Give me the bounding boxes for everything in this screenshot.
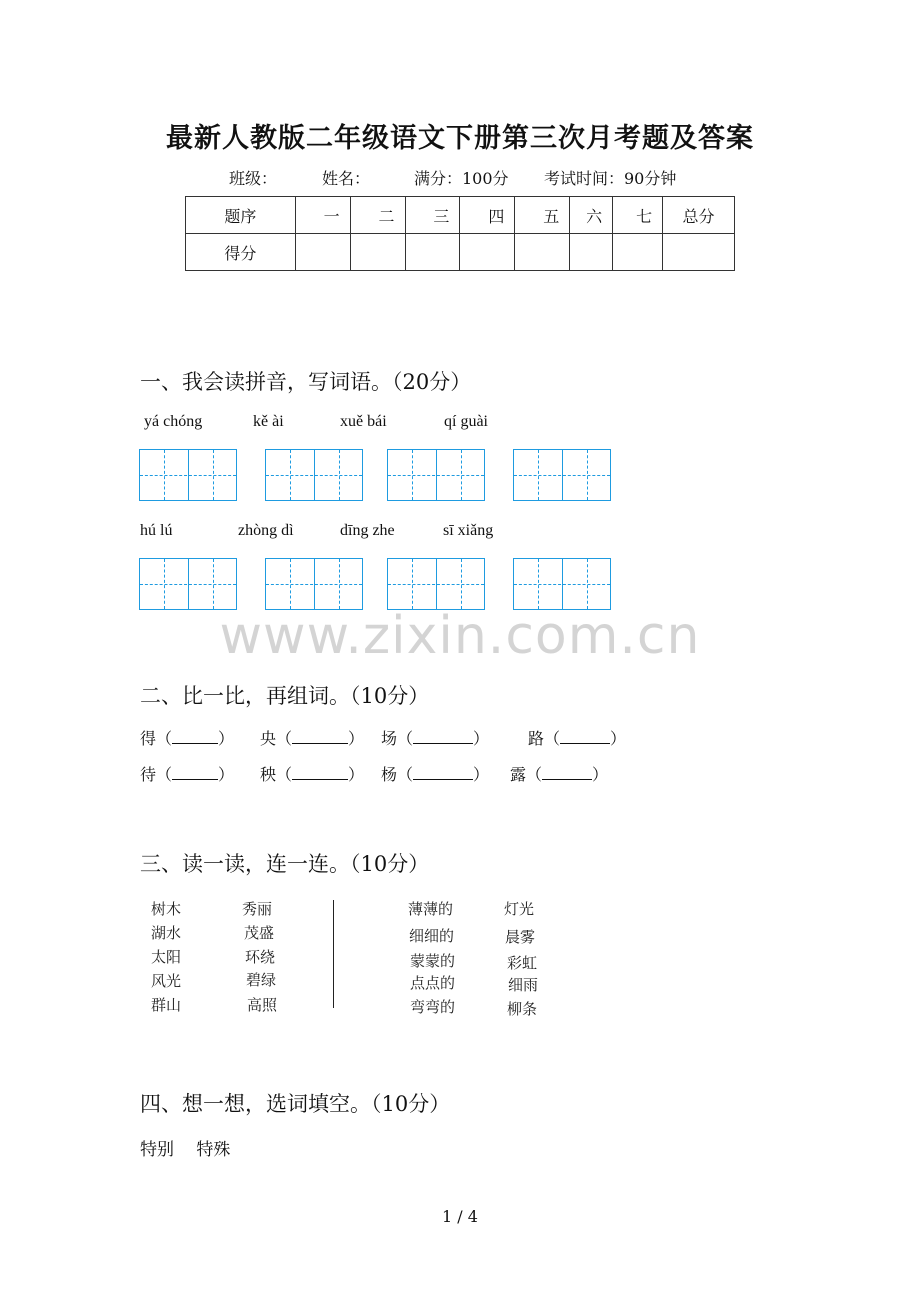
- score-cell[interactable]: [613, 234, 663, 271]
- writing-grid[interactable]: [265, 558, 363, 610]
- header-cell: 一: [295, 197, 350, 234]
- match-word[interactable]: 蒙蒙的: [410, 952, 456, 970]
- score-cell[interactable]: [570, 234, 613, 271]
- word-options: 特别 特殊: [140, 1140, 231, 1160]
- pinyin: sī xiǎng: [443, 522, 494, 539]
- pinyin: qí guài: [444, 413, 488, 430]
- writing-grid[interactable]: [265, 449, 363, 501]
- answer-blank[interactable]: [542, 765, 592, 780]
- match-word[interactable]: 湖水: [151, 924, 182, 942]
- header-cell: 七: [613, 197, 663, 234]
- answer-blank[interactable]: [172, 765, 218, 780]
- match-word[interactable]: 彩虹: [507, 954, 538, 972]
- answer-blank[interactable]: [413, 729, 473, 744]
- writing-grid[interactable]: [387, 449, 485, 501]
- answer-blank[interactable]: [560, 729, 610, 744]
- compare-item: 待（ ）: [140, 765, 235, 784]
- compare-item: 得（ ）: [140, 729, 235, 748]
- score-cell[interactable]: [295, 234, 350, 271]
- page-title: 最新人教版二年级语文下册第三次月考题及答案: [166, 123, 754, 154]
- writing-grid[interactable]: [139, 558, 237, 610]
- score-cell[interactable]: [515, 234, 570, 271]
- pinyin: hú lú: [140, 522, 173, 539]
- match-word[interactable]: 晨雾: [505, 928, 536, 946]
- match-word[interactable]: 弯弯的: [410, 998, 456, 1016]
- compare-item: 露（ ）: [510, 765, 609, 784]
- score-cell[interactable]: [460, 234, 515, 271]
- header-cell: 五: [515, 197, 570, 234]
- answer-blank[interactable]: [292, 765, 348, 780]
- answer-blank[interactable]: [292, 729, 348, 744]
- divider-line: [333, 900, 334, 1008]
- match-word[interactable]: 细细的: [409, 927, 455, 945]
- header-cell: 二: [350, 197, 405, 234]
- header-cell: 六: [570, 197, 613, 234]
- header-cell: 三: [405, 197, 460, 234]
- header-cell: 四: [460, 197, 515, 234]
- match-word[interactable]: 高照: [247, 996, 278, 1014]
- section3-title: 三、读一读，连一连。（10分）: [140, 852, 430, 876]
- writing-grid[interactable]: [139, 449, 237, 501]
- pinyin: yá chóng: [144, 413, 203, 430]
- watermark: www.zixin.com.cn: [219, 606, 701, 666]
- pinyin: kě ài: [253, 413, 284, 430]
- section2-title: 二、比一比，再组词。（10分）: [140, 684, 430, 708]
- page-number: 1 / 4: [442, 1207, 478, 1226]
- match-word[interactable]: 风光: [151, 972, 182, 990]
- match-word[interactable]: 秀丽: [242, 900, 273, 918]
- header-cell: 总分: [663, 197, 735, 234]
- score-table: [185, 196, 735, 271]
- match-word[interactable]: 茂盛: [244, 924, 275, 942]
- answer-blank[interactable]: [413, 765, 473, 780]
- match-word[interactable]: 灯光: [504, 900, 535, 918]
- writing-grid[interactable]: [387, 558, 485, 610]
- compare-item: 场（ ）: [381, 729, 490, 748]
- score-cell[interactable]: [405, 234, 460, 271]
- match-word[interactable]: 点点的: [410, 974, 456, 992]
- exam-time: 考试时间：90分钟: [544, 169, 677, 188]
- match-word[interactable]: 太阳: [151, 948, 182, 966]
- pinyin: dīng zhe: [340, 522, 395, 539]
- score-cell[interactable]: [663, 234, 735, 271]
- writing-grid[interactable]: [513, 558, 611, 610]
- match-word[interactable]: 细雨: [508, 976, 539, 994]
- match-word[interactable]: 柳条: [507, 1000, 538, 1018]
- score-row: [186, 234, 735, 271]
- score-header-row: [186, 197, 735, 234]
- writing-grid[interactable]: [513, 449, 611, 501]
- score-row-label: 得分: [186, 234, 296, 271]
- score-cell[interactable]: [350, 234, 405, 271]
- compare-item: 央（ ）: [260, 729, 365, 748]
- section1-title: 一、我会读拼音，写词语。（20分）: [140, 370, 472, 394]
- pinyin: xuě bái: [340, 413, 387, 430]
- name-label: 姓名：: [322, 169, 371, 188]
- compare-item: 秧（ ）: [260, 765, 365, 784]
- match-word[interactable]: 环绕: [245, 948, 276, 966]
- match-word[interactable]: 薄薄的: [408, 900, 454, 918]
- match-word[interactable]: 树木: [151, 900, 182, 918]
- class-label: 班级：: [229, 169, 278, 188]
- section4-title: 四、想一想，选词填空。（10分）: [140, 1092, 451, 1116]
- match-word[interactable]: 碧绿: [246, 971, 277, 989]
- compare-item: 路（ ）: [528, 729, 627, 748]
- header-cell: 题序: [186, 197, 296, 234]
- compare-item: 杨（ ）: [381, 765, 490, 784]
- pinyin: zhòng dì: [238, 522, 294, 539]
- match-word[interactable]: 群山: [151, 996, 182, 1014]
- full-score: 满分：100分: [414, 169, 509, 188]
- answer-blank[interactable]: [172, 729, 218, 744]
